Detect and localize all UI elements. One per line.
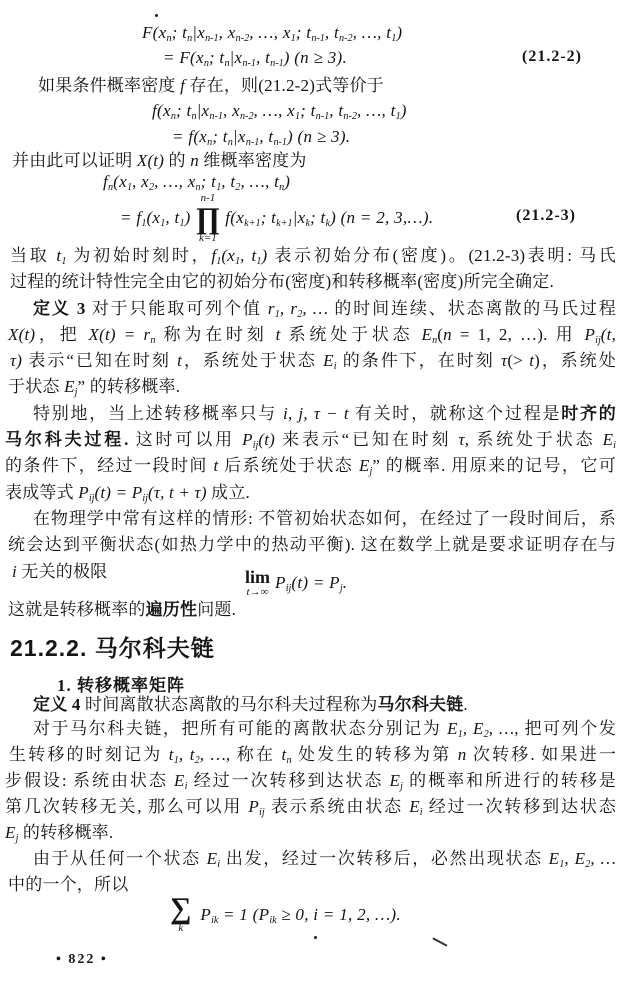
text-line: 步假设: 系统由状态 $E_i$ 经过一次转移到达状态 $E_j$ 的概率和所进行的转移是 (5, 771, 616, 793)
equation-21-2-2-line2: = $F(x_n$; $t_n|x_{n-1}$, $t_{n-1}$) (n ≥ 3). (163, 48, 348, 70)
text-line: i 无关的极限 (12, 562, 108, 581)
text-line: $E_j$ 的转移概率. (5, 823, 114, 845)
sum-lower-limit: k (178, 922, 184, 935)
product-lower-limit: k=1 (198, 231, 217, 244)
product-symbol: ∏ (195, 201, 221, 235)
equation-sum-rhs: $P_{ik} = 1$ ($P_{ik} \ge 0$, i = 1, 2, …). (200, 905, 401, 927)
scan-scratch-mark (433, 937, 448, 946)
page-number: • 822 • (56, 952, 108, 967)
text-line: 这就是转移概率的遍历性问题. (8, 600, 237, 619)
equation-21-2-3-lhs: = $f_1(x_1$, $t_1$) (120, 208, 191, 230)
limit-lower: t→∞ (246, 585, 269, 598)
subsection-heading: 1. 转移概率矩阵 (57, 676, 185, 695)
definition-3-line: X(t)，把 $X(t) = r_n$ 称为在时刻 t 系统处于状态 $E_n(n = 1$, 2, …). 用 $P_{ij}(t$, (8, 325, 617, 347)
text-line: 表成等式 $P_{ij}(t) = P_{ij}(\tau$, t + τ) 成立. (5, 483, 250, 505)
equation-tag-21-2-2: (21.2-2) (522, 48, 582, 65)
text-line: 的条件下，经过一段时间 t 后系统处于状态 $E_j$” 的概率. 用原来的记号，它可 (5, 456, 616, 478)
text-line: 由于从任何一个状态 $E_i$ 出发，经过一次转移后，必然出现状态 $E_1$, $E_2$, … (33, 849, 616, 871)
equation-21-2-3-line2 (120, 194, 433, 242)
paragraph-if-density: 如果条件概率密度 f 存在，则(21.2-2)式等价于 (38, 76, 384, 95)
definition-3-line: τ) 表示“已知在时刻 t，系统处于状态 $E_i$ 的条件下，在时刻 τ(> t)，系统处 (10, 351, 616, 373)
definition-4-line: 定义 4 时间离散状态离散的马尔科夫过程称为马尔科夫链. (33, 695, 468, 714)
product-upper-limit: n-1 (200, 192, 216, 205)
text-line: 统会达到平衡状态(如热力学中的热动平衡). 这在数学上就是要求证明存在与 (8, 535, 616, 554)
sum-operator (170, 892, 192, 935)
text-line: 第几次转移无关, 那么可以用 $P_{ij}$ 表示系统由状态 $E_i$ 经过一次转移到达状态 (5, 797, 616, 819)
equation-tag-21-2-3: (21.2-3) (516, 207, 576, 224)
lim-symbol: lim (245, 566, 270, 587)
text-line: 马尔科夫过程. 这时可以用 $P_{ij}(t)$ 来表示“已知在时刻 τ, 系统处于状态 $E_i$ (5, 430, 616, 452)
scan-speck (155, 14, 158, 17)
equation-limit (240, 566, 347, 600)
equation-limit-rhs: $P_{ij}(t) = P_j$. (275, 573, 348, 595)
equation-21-2-3-rhs: $f(x_{k+1}$; $t_{k+1}|x_k$; $t_k$) (n = 2, 3,…). (225, 208, 434, 230)
definition-3-line: 于状态 $E_j$” 的转移概率. (8, 377, 181, 399)
equation-21-2-2-line1: $F(x_n$; $t_n|x_{n-1}$, $x_{n-2}$, …, $x_1$; $t_{n-1}$, $t_{n-2}$, …, $t_1$) (142, 23, 403, 45)
definition-3-line: 定义 3 对于只能取可列个值 $r_1$, $r_2$, … 的时间连续、状态离散的马氏过程 (33, 299, 617, 321)
text-line: 当取 $t_1$ 为初始时刻时，$f_1(x_1$, $t_1$) 表示初始分布(密度)。(21.2-3)表明: 马氏 (10, 246, 616, 268)
section-heading: 21.2.2. 马尔科夫链 (10, 635, 215, 661)
text-line: 对于马尔科夫链，把所有可能的离散状态分别记为 $E_1$, $E_2$, …, 把可列个发 (33, 719, 616, 741)
equation-21-2-3-line1: $f_n(x_1$, $x_2$, …, $x_n$; $t_1$, $t_2$, …, $t_n$) (103, 172, 291, 194)
scan-speck (314, 936, 317, 939)
text-line: 在物理学中常有这样的情形: 不管初始状态如何，在经过了一段时间后，系 (33, 509, 616, 528)
equation-density-line1: $f(x_n$; $t_n|x_{n-1}$, $x_{n-2}$, …, $x_1$; $t_{n-1}$, $t_{n-2}$, …, $t_1$) (152, 101, 407, 123)
text-line: 中的一个，所以 (8, 875, 129, 894)
text-line: 生转移的时刻记为 $t_1$, $t_2$, …, 称在 $t_n$ 处发生的转移为第 n 次转移. 如果进一 (9, 745, 617, 767)
paragraph-prove-density: 并由此可以证明 X(t) 的 n 维概率密度为 (12, 151, 307, 170)
equation-sum (165, 891, 401, 939)
product-operator (196, 192, 221, 243)
limit-operator (245, 568, 270, 598)
text-line: 特别地，当上述转移概率只与 i, j, τ − t 有关时，就称这个过程是时齐的 (33, 404, 616, 423)
text-line: 过程的统计特性完全由它的初始分布(密度)和转移概率(密度)所完全确定. (10, 272, 554, 291)
equation-density-line2: = $f(x_n$; $t_n|x_{n-1}$, $t_{n-1}$) (n ≥ 3). (172, 127, 351, 149)
sum-symbol: ∑ (170, 892, 192, 926)
